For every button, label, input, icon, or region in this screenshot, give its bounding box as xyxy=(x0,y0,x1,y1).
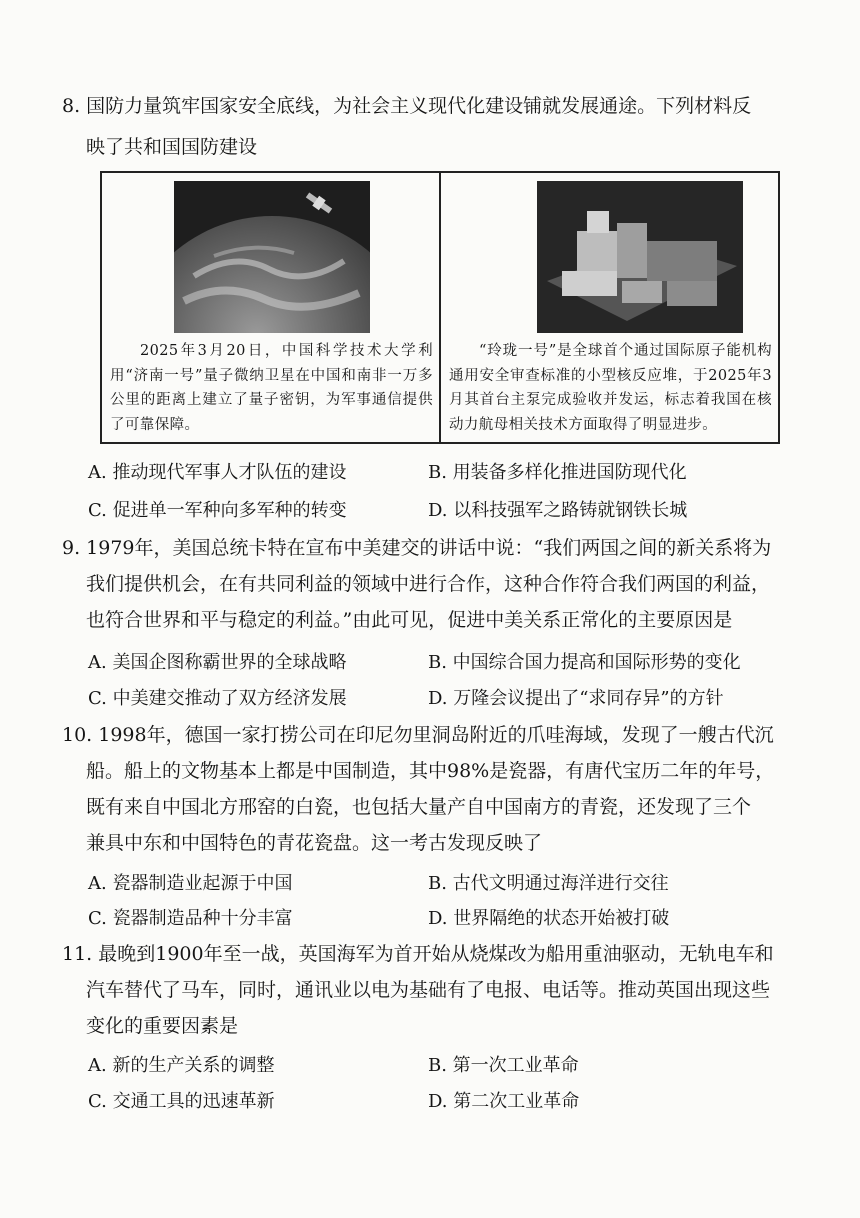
q8-option-d[interactable]: D. 以科技强军之路铸就钢铁长城 xyxy=(428,500,688,521)
q9-option-a[interactable]: A. 美国企图称霸世界的全球战略 xyxy=(88,652,347,673)
q11-stem-line-3: 变化的重要因素是 xyxy=(86,1015,239,1037)
q10-option-d[interactable]: D. 世界隔绝的状态开始被打破 xyxy=(428,908,670,929)
q8-option-a[interactable]: A. 推动现代军事人才队伍的建设 xyxy=(88,462,347,483)
q11-stem-line-1: 11. 最晚到1900年至一战，英国海军为首开始从烧煤改为船用重油驱动，无轨电车和 xyxy=(62,943,774,965)
q11-option-d[interactable]: D. 第二次工业革命 xyxy=(428,1091,580,1112)
q8-option-c[interactable]: C. 促进单一军种向多军种的转变 xyxy=(88,500,347,521)
q8-material-left xyxy=(102,173,439,442)
q10-stem-line-3: 既有来自中国北方邢窑的白瓷，也包括大量产自中国南方的青瓷，还发现了三个 xyxy=(86,796,752,818)
q10-stem-line-4: 兼具中东和中国特色的青花瓷盘。这一考古发现反映了 xyxy=(86,832,543,854)
question-11 xyxy=(62,936,774,1044)
satellite-earth-photo xyxy=(174,181,370,333)
q10-stem-line-2: 船。船上的文物基本上都是中国制造，其中98%是瓷器，有唐代宝历二年的年号， xyxy=(86,760,775,782)
q8-stem-line-2: 映了共和国国防建设 xyxy=(86,136,258,158)
q11-stem-line-2: 汽车替代了马车，同时，通讯业以电为基础有了电报、电话等。推动英国出现这些 xyxy=(86,979,771,1001)
q9-option-b[interactable]: B. 中国综合国力提高和国际形势的变化 xyxy=(428,652,741,673)
q10-option-a[interactable]: A. 瓷器制造业起源于中国 xyxy=(88,873,293,894)
question-8 xyxy=(62,88,751,165)
question-10 xyxy=(62,717,774,861)
q10-option-c[interactable]: C. 瓷器制造品种十分丰富 xyxy=(88,908,293,929)
nuclear-reactor-model-photo xyxy=(537,181,743,333)
q10-stem-line-1: 10. 1998年，德国一家打捞公司在印尼勿里洞岛附近的爪哇海域，发现了一艘古代沉 xyxy=(62,724,774,746)
q9-option-d[interactable]: D. 万隆会议提出了“求同存异”的方针 xyxy=(428,688,724,709)
q8-stem-line-1: 8. 国防力量筑牢国家安全底线，为社会主义现代化建设铺就发展通途。下列材料反 xyxy=(62,95,752,117)
q11-option-c[interactable]: C. 交通工具的迅速革新 xyxy=(88,1091,275,1112)
q9-stem-line-1: 9. 1979年，美国总统卡特在宣布中美建交的讲话中说：“我们两国之间的新关系将为 xyxy=(62,537,772,559)
q11-option-a[interactable]: A. 新的生产关系的调整 xyxy=(88,1055,275,1076)
q11-option-b[interactable]: B. 第一次工业革命 xyxy=(428,1055,579,1076)
q9-option-c[interactable]: C. 中美建交推动了双方经济发展 xyxy=(88,688,347,709)
q9-stem-line-2: 我们提供机会，在有共同利益的领域中进行合作，这种合作符合我们两国的利益， xyxy=(86,573,771,595)
q8-right-caption: “玲珑一号”是全球首个通过国际原子能机构通用安全审查标准的小型核反应堆，于2025年3月其首台主泵完成验收并发运，标志着我国在核动力航母相关技术方面取得了明显进步。 xyxy=(449,343,772,433)
q8-option-b[interactable]: B. 用装备多样化推进国防现代化 xyxy=(428,462,687,483)
q9-stem-line-3: 也符合世界和平与稳定的利益。”由此可见，促进中美关系正常化的主要原因是 xyxy=(86,609,733,631)
q8-material-table xyxy=(100,171,780,444)
q10-option-b[interactable]: B. 古代文明通过海洋进行交往 xyxy=(428,873,669,894)
question-9 xyxy=(62,530,771,638)
q8-left-caption: 2025年3月20日，中国科学技术大学利用“济南一号”量子微纳卫星在中国和南非一万多公里的距离上建立了量子密钥，为军事通信提供了可靠保障。 xyxy=(110,343,433,433)
q8-material-right xyxy=(439,173,778,442)
